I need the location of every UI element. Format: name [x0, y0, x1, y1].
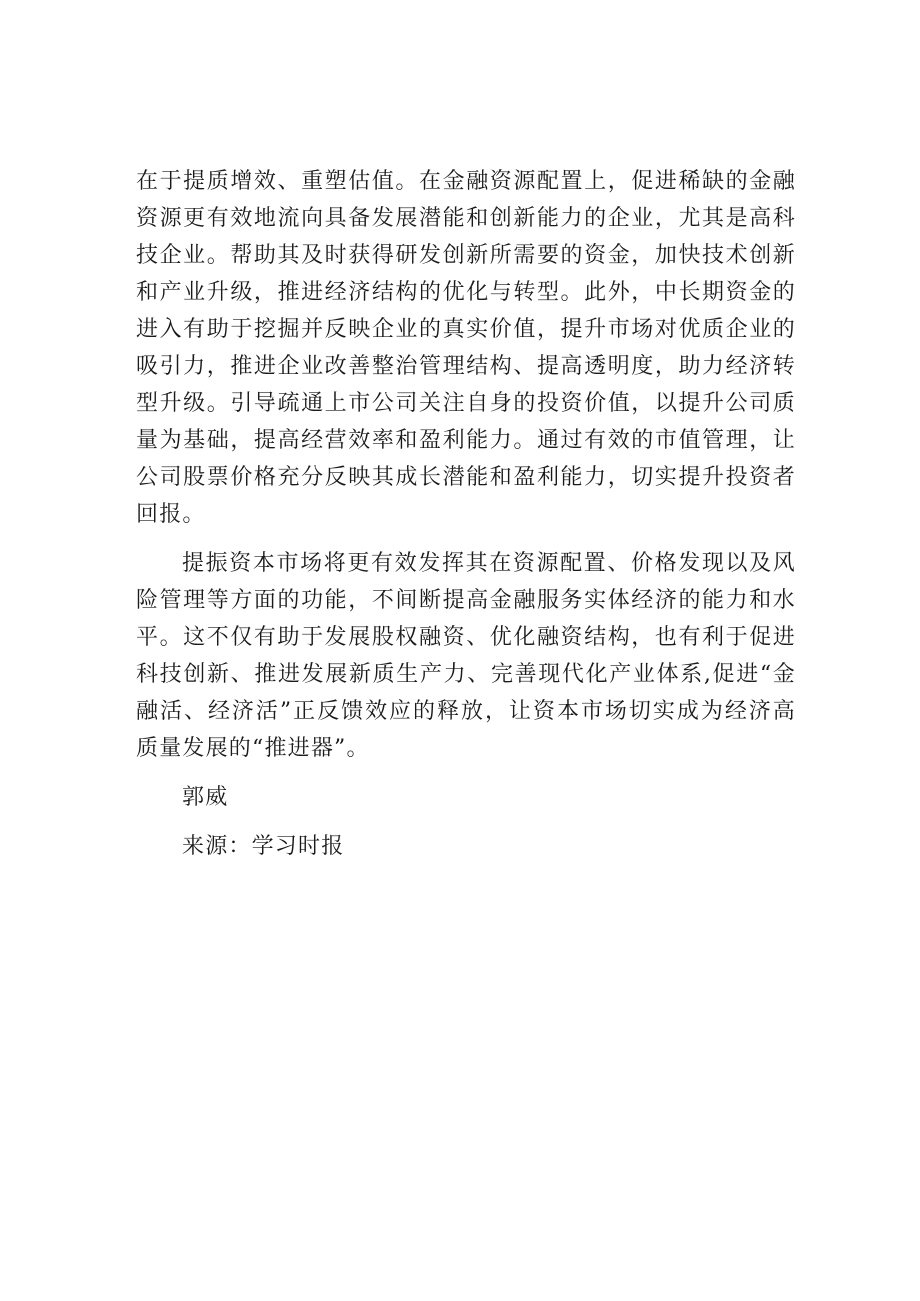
paragraph-continued: 在于提质增效、重塑估值。在金融资源配置上，促进稀缺的金融资源更有效地流向具备发展潜能和创新能力的企业，尤其是高科技企业。帮助其及时获得研发创新所需要的资金，加快技术创新和产业升级，推进经济结构的优化与转型。此外，中长期资金的进入有助于挖掘并反映企业的真实价值，提升市场对优质企业的吸引力，推进企业改善整治管理结构、提高透明度，助力经济转型升级。引导疏通上市公司关注自身的投资价值，以提升公司质量为基础，提高经营效率和盈利能力。通过有效的市值管理，让公司股票价格充分反映其成长潜能和盈利能力，切实提升投资者回报。: [136, 169, 796, 527]
author-name: 郭威: [182, 785, 229, 810]
paragraph-capital-market: 提振资本市场将更有效发挥其在资源配置、价格发现以及风险管理等方面的功能，不间断提高金融服务实体经济的能力和水平。这不仅有助于发展股权融资、优化融资结构，也有利于促进科技创新、推进发展新质生产力、完善现代化产业体系,促进“金融活、经济活”正反馈效应的释放，让资本市场切实成为经济高质量发展的“推进器”。: [136, 551, 796, 761]
document-page: [136, 163, 796, 865]
source-line: 来源：学习时报: [182, 834, 345, 859]
